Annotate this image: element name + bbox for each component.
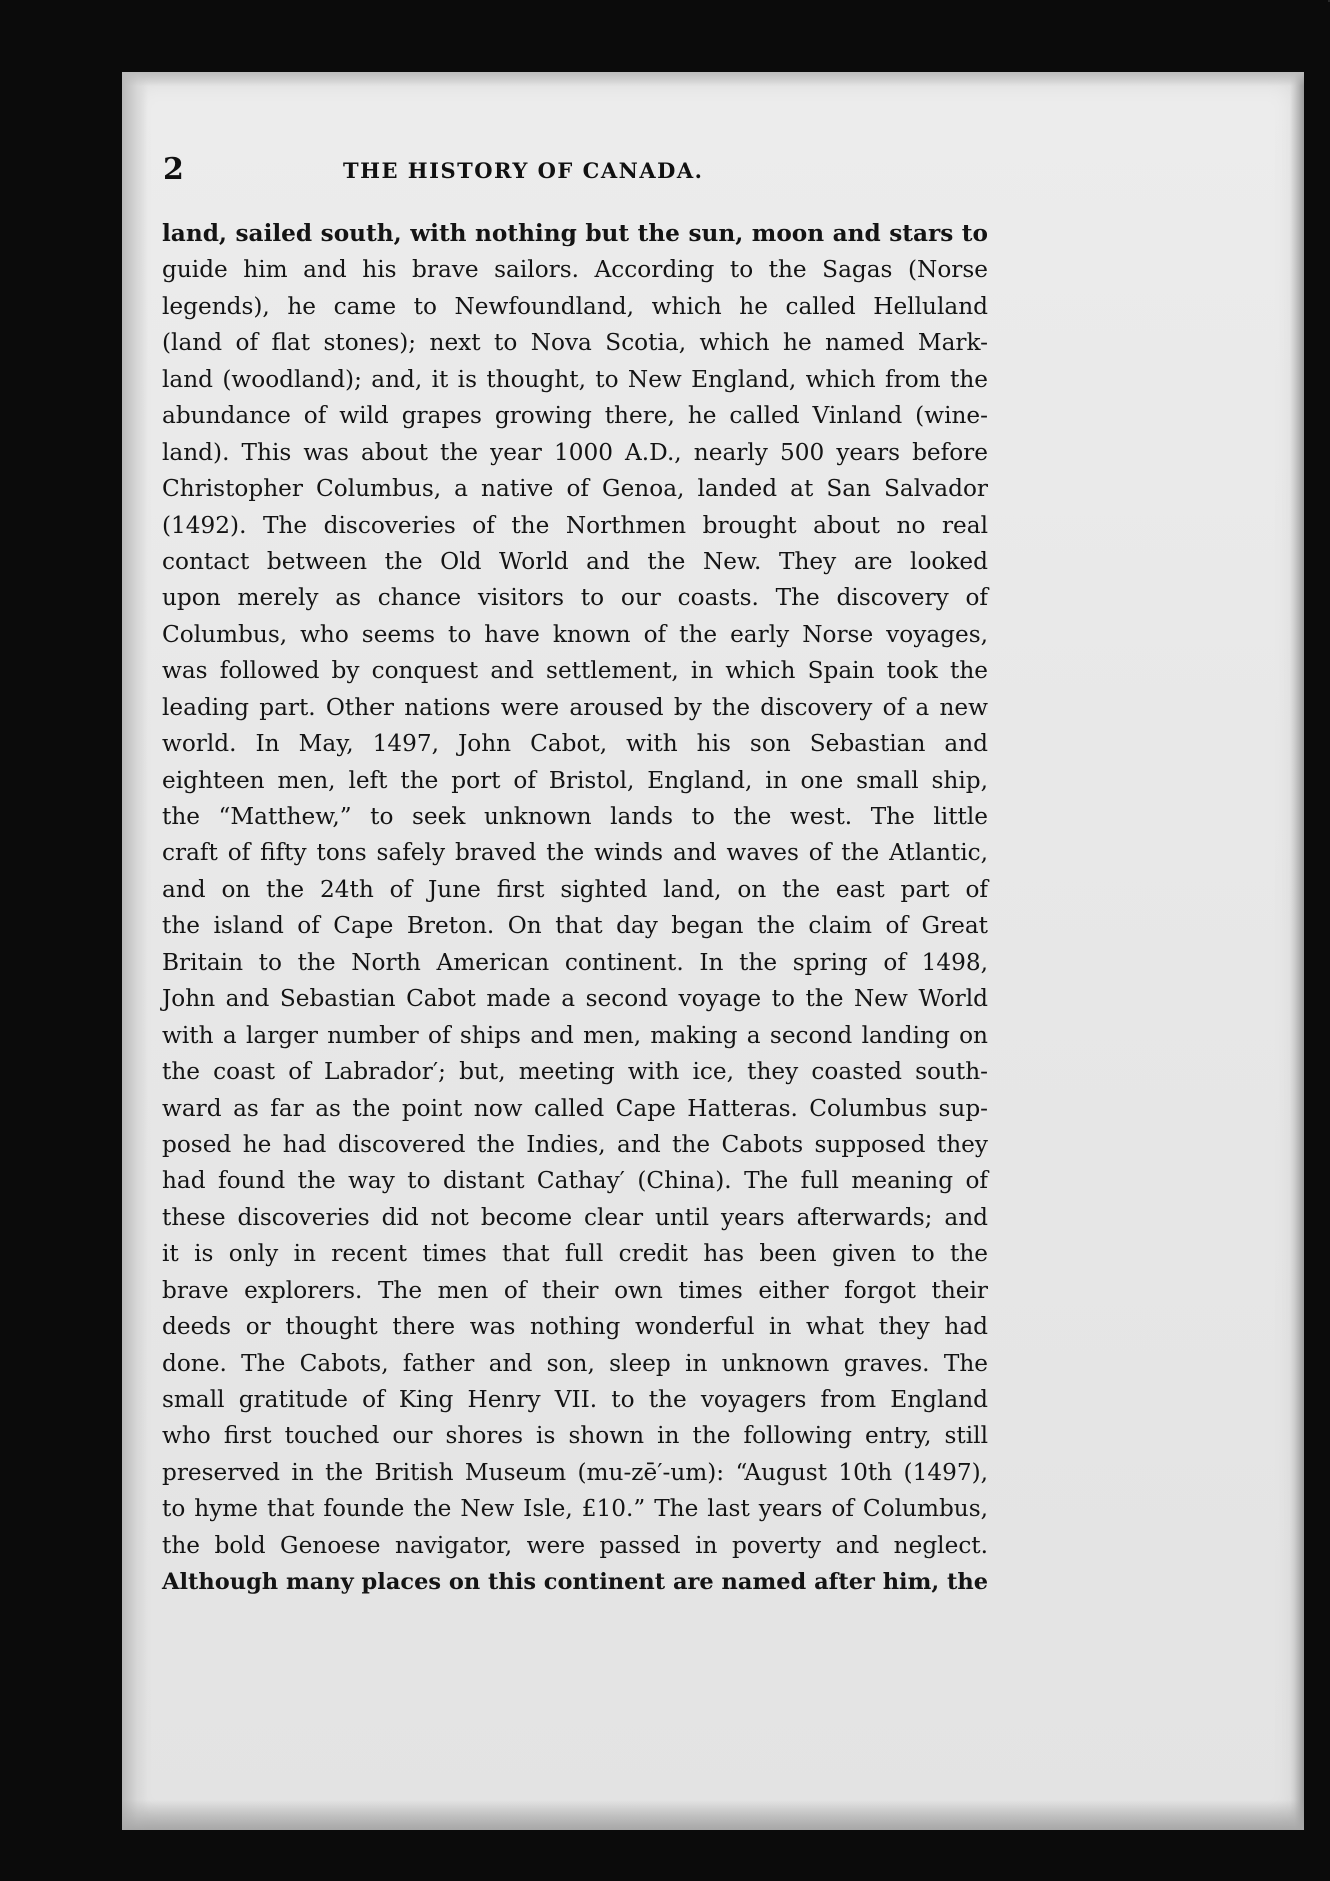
text-line: Although many places on this continent are named after him, the bbox=[162, 1569, 989, 1596]
page-number: 2 bbox=[163, 152, 184, 187]
text-line: done. The Cabots, father and son, sleep in unknown graves. The bbox=[162, 1349, 988, 1377]
text-line: deeds or thought there was nothing wonderful in what they had bbox=[162, 1313, 988, 1341]
page-edge-left bbox=[122, 72, 148, 1830]
text-line: with a larger number of ships and men, making a second landing on bbox=[162, 1021, 988, 1049]
text-line: to hyme that founde the New Isle, £10.” The last years of Columbus, bbox=[162, 1495, 988, 1523]
text-line: was followed by conquest and settlement, in which Spain took the bbox=[162, 657, 988, 685]
text-line: land). This was about the year 1000 A.D., nearly 500 years before bbox=[162, 438, 988, 466]
text-line: legends), he came to Newfoundland, which he called Helluland bbox=[162, 292, 988, 320]
text-line: and on the 24th of June first sighted land, on the east part of bbox=[162, 875, 988, 903]
text-line: abundance of wild grapes growing there, he called Vinland (wine- bbox=[162, 402, 988, 430]
running-head bbox=[163, 152, 983, 188]
text-line: posed he had discovered the Indies, and the Cabots supposed they bbox=[162, 1130, 988, 1158]
header-title: THE HISTORY OF CANADA. bbox=[343, 158, 704, 183]
text-line: preserved in the British Museum (mu-zē′-um): “August 10th (1497), bbox=[162, 1458, 988, 1486]
text-line: eighteen men, left the port of Bristol, England, in one small ship, bbox=[162, 766, 988, 794]
text-line: the bold Genoese navigator, were passed in poverty and neglect. bbox=[162, 1531, 988, 1559]
page-edge-right bbox=[1290, 72, 1304, 1830]
text-line: the “Matthew,” to seek unknown lands to the west. The little bbox=[162, 803, 988, 830]
text-line: it is only in recent times that full credit has been given to the bbox=[162, 1240, 988, 1268]
page-edge-top bbox=[122, 72, 1304, 86]
text-line: (1492). The discoveries of the Northmen brought about no real bbox=[162, 511, 988, 539]
text-line: these discoveries did not become clear until years afterwards; and bbox=[162, 1203, 988, 1231]
body-text bbox=[162, 216, 988, 1656]
text-line: guide him and his brave sailors. According to the Sagas (Norse bbox=[162, 256, 988, 284]
text-line: upon merely as chance visitors to our coasts. The discovery of bbox=[162, 584, 988, 612]
text-line: John and Sebastian Cabot made a second voyage to the New World bbox=[162, 985, 988, 1013]
text-line: who first touched our shores is shown in the following entry, still bbox=[162, 1422, 988, 1450]
text-line: leading part. Other nations were aroused by the discovery of a new bbox=[162, 693, 988, 721]
text-line: the island of Cape Breton. On that day began the claim of Great bbox=[162, 912, 988, 940]
text-line: land (woodland); and, it is thought, to New England, which from the bbox=[162, 365, 988, 393]
text-line: Christopher Columbus, a native of Genoa, landed at San Salvador bbox=[162, 475, 988, 503]
text-line: Columbus, who seems to have known of the early Norse voyages, bbox=[162, 620, 988, 648]
text-line: contact between the Old World and the New. They are looked bbox=[162, 547, 988, 575]
text-line: Britain to the North American continent. In the spring of 1498, bbox=[162, 948, 988, 976]
text-line: (land of flat stones); next to Nova Scotia, which he named Mark- bbox=[162, 329, 988, 357]
text-line: world. In May, 1497, John Cabot, with his son Sebastian and bbox=[162, 730, 988, 758]
text-line: small gratitude of King Henry VII. to the voyagers from England bbox=[162, 1386, 988, 1413]
page-edge-bottom bbox=[122, 1800, 1304, 1830]
text-line: land, sailed south, with nothing but the sun, moon and stars to bbox=[162, 220, 988, 247]
text-line: ward as far as the point now called Cape Hatteras. Columbus sup- bbox=[162, 1094, 988, 1122]
text-line: had found the way to distant Cathay′ (China). The full meaning of bbox=[162, 1167, 988, 1195]
text-line: brave explorers. The men of their own times either forgot their bbox=[162, 1276, 988, 1304]
text-line: the coast of Labrador′; but, meeting with ice, they coasted south- bbox=[162, 1058, 988, 1086]
text-line: craft of fifty tons safely braved the winds and waves of the Atlantic, bbox=[162, 839, 988, 867]
